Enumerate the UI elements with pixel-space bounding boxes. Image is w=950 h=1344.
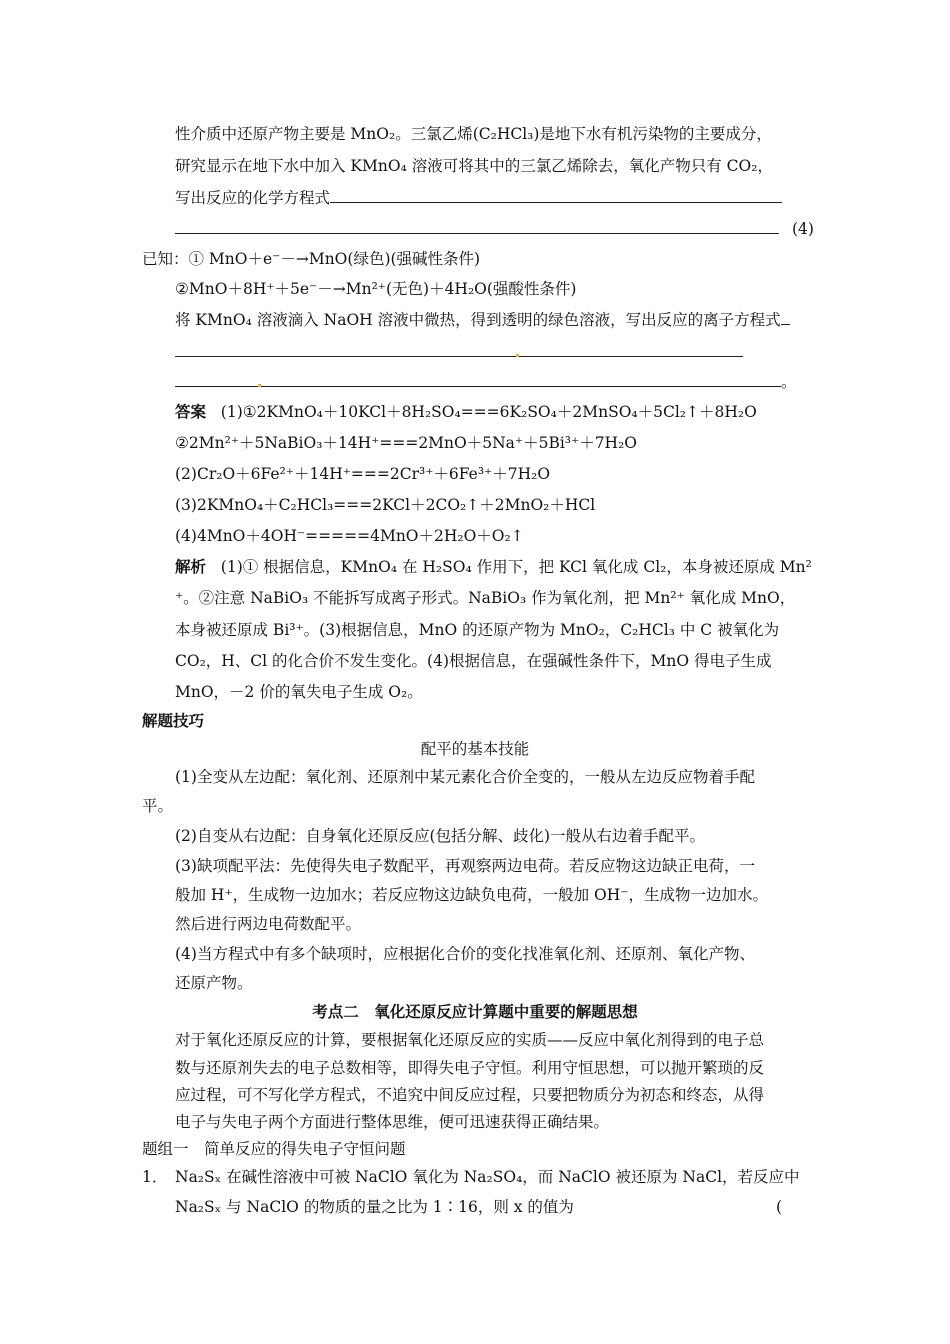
mark-dot: [258, 384, 261, 387]
text-line: [175, 219, 779, 239]
answer-blank: [175, 372, 781, 387]
question-text: Na₂Sₓ 在碱性溶液中可被 NaClO 氧化为 Na₂SO₄，而 NaClO 被还原为 NaCl，若反应中: [175, 1168, 800, 1186]
analysis-line: CO₂，H、Cl 的化合价不发生变化。(4)根据信息，在强碱性条件下，MnO 得电子生成: [175, 652, 772, 670]
text-line-label: 将 KMnO₄ 溶液滴入 NaOH 溶液中微热，得到透明的绿色溶液，写出反应的离子方程式: [175, 311, 781, 329]
analysis-line: MnO，－2 价的氧失电子生成 O₂。: [175, 683, 423, 701]
text-line: (2)自变从右边配：自身氧化还原反应(包括分解、歧化)一般从右边着手配平。: [175, 827, 706, 845]
text-line: 电子与失电子两个方面进行整体思维，便可迅速获得正确结果。: [175, 1113, 610, 1131]
analysis-line: 解析 (1)① 根据信息，KMnO₄ 在 H₂SO₄ 作用下，把 KCl 氧化成 Cl₂，本身被还原成 Mn²: [175, 557, 812, 576]
answer-blank: [781, 310, 790, 325]
analysis-line: ⁺。②注意 NaBiO₃ 不能拆写成离子形式。NaBiO₃ 作为氧化剂，把 Mn²⁺ 氧化成 MnO，: [175, 589, 796, 607]
text-line: 平。: [142, 797, 174, 815]
text-line: 般加 H⁺，生成物一边加水；若反应物这边缺负电荷，一般加 OH⁻，生成物一边加水。: [175, 886, 768, 904]
text-line: [175, 342, 743, 362]
sentence-end: 。: [781, 373, 797, 391]
mark-dot: [516, 354, 519, 357]
section-title: 考点二 氧化还原反应计算题中重要的解题思想: [312, 1002, 638, 1021]
answer-paren: (: [776, 1198, 783, 1216]
answer-label: 答案: [175, 402, 207, 421]
text-line: (3)缺项配平法：先使得失电子数配平，再观察两边电荷。若反应物这边缺正电荷，一: [175, 857, 755, 875]
text-line: 数与还原剂失去的电子总数相等，即得失电子守恒。利用守恒思想，可以抛开繁琐的反: [175, 1059, 765, 1077]
question-text: Na₂Sₓ 与 NaClO 的物质的量之比为 1∶16，则 x 的值为: [175, 1198, 574, 1216]
section-title: 配平的基本技能: [420, 740, 530, 758]
answer-line: (2)Cr₂O＋6Fe²⁺＋14H⁺===2Cr³⁺＋6Fe³⁺＋7H₂O: [175, 465, 551, 483]
text-line: [175, 372, 797, 392]
group-heading: 题组一 简单反应的得失电子守恒问题: [142, 1140, 406, 1158]
text-line: ②MnO＋8H⁺＋5e⁻－→Mn²⁺(无色)＋4H₂O(强酸性条件): [175, 280, 577, 298]
question-number: (4): [792, 220, 814, 238]
text-line: 研究显示在地下水中加入 KMnO₄ 溶液可将其中的三氯乙烯除去，氧化产物只有 CO₂，: [175, 157, 773, 175]
text-line: [175, 188, 782, 208]
answer-blank: [175, 342, 743, 357]
text-line: 应过程，可不写化学方程式，不追究中间反应过程，只要把物质分为初态和终态，从得: [175, 1086, 765, 1104]
section-heading: 解题技巧: [142, 711, 205, 730]
answer-line: (4)4MnO＋4OH⁻=====4MnO＋2H₂O＋O₂↑: [175, 527, 524, 545]
analysis-label: 解析: [175, 557, 207, 576]
answer-line: ②2Mn²⁺＋5NaBiO₃＋14H⁺===2MnO＋5Na⁺＋5Bi³⁺＋7H₂O: [175, 434, 637, 452]
analysis-line: 本身被还原成 Bi³⁺。(3)根据信息，MnO 的还原产物为 MnO₂，C₂HCl₃ 中 C 被氧化为: [175, 621, 780, 639]
text-line: (4)当方程式中有多个缺项时，应根据化合价的变化找准氧化剂、还原剂、氧化产物、: [175, 945, 755, 963]
text-line: 还原产物。: [175, 974, 253, 992]
answer-line: 答案 (1)①2KMnO₄＋10KCl＋8H₂SO₄===6K₂SO₄＋2MnSO₄＋5Cl₂↑＋8H₂O: [175, 402, 757, 421]
answer-blank: [175, 219, 779, 234]
text-line: 已知：① MnO＋e⁻－→MnO(绿色)(强碱性条件): [142, 250, 481, 268]
question-number: 1．: [142, 1168, 168, 1186]
text-line: 然后进行两边电荷数配平。: [175, 915, 362, 933]
text-line: [175, 310, 790, 330]
text-line: 性介质中还原产物主要是 MnO₂。三氯乙烯(C₂HCl₃)是地下水有机污染物的主要成分，: [175, 125, 772, 143]
text-line: 对于氧化还原反应的计算，要根据氧化还原反应的实质——反应中氧化剂得到的电子总: [175, 1031, 765, 1049]
text-line: (1)全变从左边配：氧化剂、还原剂中某元素化合价全变的，一般从左边反应物着手配: [175, 768, 755, 786]
answer-line: (3)2KMnO₄＋C₂HCl₃===2KCl＋2CO₂↑＋2MnO₂＋HCl: [175, 496, 596, 514]
text-line-label: 写出反应的化学方程式: [175, 189, 331, 207]
answer-blank: [330, 188, 782, 203]
